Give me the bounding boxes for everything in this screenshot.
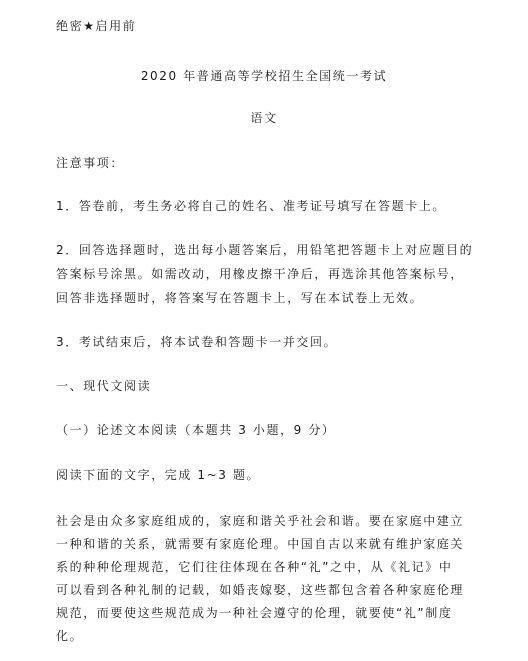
notice-item-2-line-2: 答案标号涂黑。如需改动，用橡皮擦干净后，再选涂其他答案标号， (56, 267, 465, 281)
notice-heading: 注意事项： (56, 156, 125, 170)
confidential-label: 绝密★启用前 (56, 19, 137, 33)
notice-item-3: 3．考试结束后，将本试卷和答题卡一并交回。 (56, 335, 338, 349)
subject-title: 语文 (250, 111, 278, 125)
passage-line-6: 化。 (56, 629, 84, 643)
passage-line-3: 系的种种伦理规范，它们往往体现在各种“礼”之中，从《礼记》中 (56, 560, 453, 574)
notice-item-1: 1．答卷前，考生务必将自己的姓名、准考证号填写在答题卡上。 (56, 199, 447, 213)
passage-line-2: 一种和谐的关系，就需要有家庭伦理。中国自古以来就有维护家庭关 (56, 537, 465, 551)
notice-item-2-line-1: 2．回答选择题时，选出每小题答案后，用铅笔把答题卡上对应题目的 (56, 243, 474, 257)
passage-line-5: 规范，而要使这些规范成为一种社会遵守的伦理，就要使“礼”制度 (56, 606, 453, 620)
notice-item-2-line-3: 回答非选择题时，将答案写在答题卡上，写在本试卷上无效。 (56, 291, 424, 305)
section-subtitle: （一）论述文本阅读（本题共 3 小题，9 分） (56, 423, 336, 437)
exam-title: 2020 年普通高等学校招生全国统一考试 (140, 69, 388, 83)
reading-instruction: 阅读下面的文字，完成 1~3 题。 (56, 468, 261, 482)
passage-line-1: 社会是由众多家庭组成的，家庭和谐关乎社会和谐。要在家庭中建立 (56, 514, 465, 528)
section-title: 一、现代文阅读 (56, 379, 152, 393)
passage-line-4: 可以看到各种礼制的记载，如婚丧嫁娶，这些都包含着各种家庭伦理 (56, 583, 465, 597)
